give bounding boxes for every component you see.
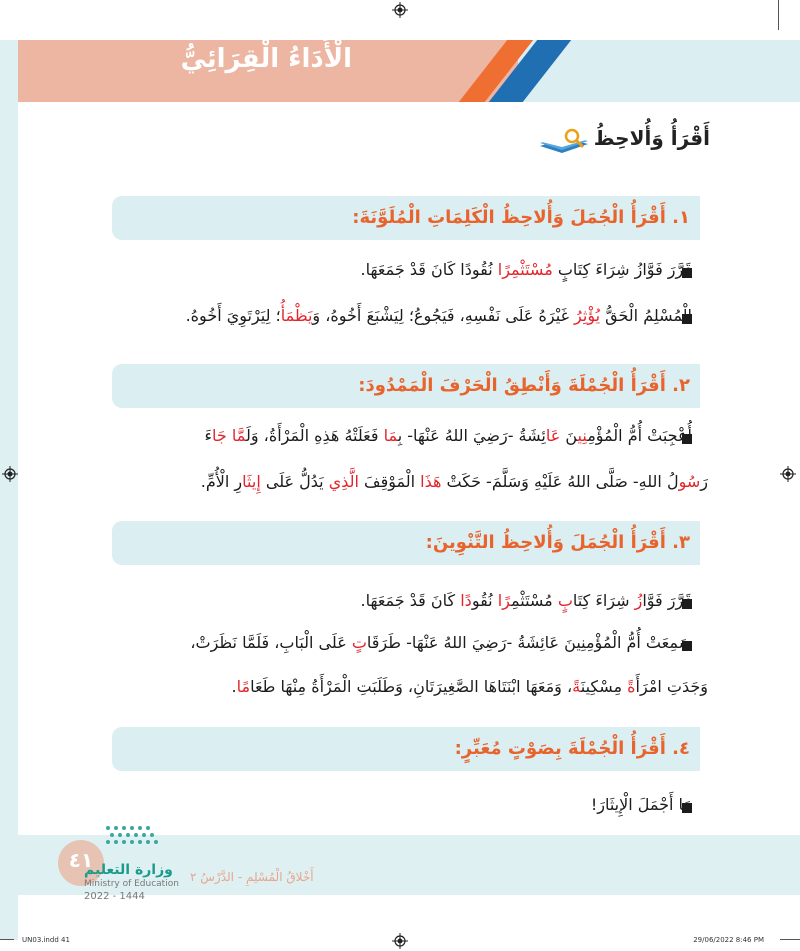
sentence-text: نَ (560, 426, 578, 445)
sentence-text: فَعَلَتْهُ هَذِهِ الْمَرْأَةُ، وَلَ (245, 426, 384, 445)
highlighted-text: بٍ (557, 591, 573, 610)
sentence-text: قَرَّرَ فَوَّا (642, 591, 692, 610)
highlighted-text: دًا (460, 591, 472, 610)
highlighted-text: الَّذِي (328, 472, 359, 491)
sentence-line (360, 591, 692, 610)
sentence-text: ، وَمَعَهَا ابْنَتَاهَا الصَّغِيرَتَانِ، وَطَلَبَتِ الْمَرْأَةُ مِنْهَا طَعَا (250, 677, 573, 696)
highlighted-text: ةً (572, 677, 581, 696)
highlighted-text: تٍ (351, 633, 367, 652)
highlighted-text: نِي (577, 426, 588, 445)
sentence-text: رِ الْأُمِّ. (200, 472, 243, 491)
sentence-text: مَا أَجْمَلَ الْإِيثَارَ! (590, 795, 692, 814)
print-file-name: UN03.indd 41 (22, 936, 70, 944)
crop-mark (780, 939, 800, 940)
sentence-text: وَجَدَتِ امْرَأَ (635, 677, 708, 696)
section-1-title: ١. أَقْرَأُ الْجُمَلَ وَأُلاحِظُ الْكَلِمَاتِ الْمُلَوَّنَةَ: (352, 207, 690, 228)
sentence-line (204, 426, 692, 445)
header-band (18, 40, 800, 102)
highlighted-text: هَذَا (420, 472, 442, 491)
sentence-text: مُسْتَثْمِ (511, 591, 558, 610)
registration-mark-icon (392, 933, 408, 949)
sentence-line (232, 677, 708, 696)
page-title: الْأَدَاءُ الْقِرَائِيُّ (180, 44, 352, 74)
page-number: ٤١ (68, 848, 94, 872)
registration-mark-icon (2, 466, 18, 482)
highlighted-text: ةً (627, 677, 636, 696)
read-observe-label: أَقْرَأُ وَأُلاحِظُ (593, 126, 710, 150)
highlighted-text: جَا (212, 426, 227, 445)
print-date: 29/06/2022 8:46 PM (693, 936, 764, 944)
lesson-label: أَخْلاقُ الْمُسْلِمِ - الدَّرْسُ ٢ (190, 870, 314, 884)
sentence-text: ءَ (204, 426, 212, 445)
ministry-logo-dots (102, 822, 166, 846)
sentence-text: يَدُلُّ عَلَى (260, 472, 329, 491)
sentence-text: الْمُسْلِمُ الْحَقُّ (600, 306, 692, 325)
highlighted-text: إِيثَا (242, 472, 261, 491)
sentence-text: كَانَ قَدْ جَمَعَهَا. (360, 591, 461, 610)
edition-year: 2022 - 1444 (84, 891, 145, 902)
highlighted-text: مًا (236, 677, 251, 696)
sentence-line (186, 306, 692, 325)
sentence-text: قَرَّرَ فَوَّازُ شِرَاءَ كِتَابٍ (552, 260, 692, 279)
sentence-text: عَلَى الْبَابِ، فَلَمَّا نَظَرَتْ، (190, 633, 352, 652)
section-4-title: ٤. أَقْرَأُ الْجُمْلَةَ بِصَوْتٍ مُعَبِّرٍ: (454, 738, 690, 759)
sentence-text: ؛ لِيَرْتَوِيَ أَخُوهُ. (185, 306, 281, 325)
ministry-name-arabic: وزارة التعليم (84, 862, 173, 878)
sentence-text: رَ (700, 472, 708, 491)
sentence-line (190, 633, 692, 652)
sentence-text: مِسْكِينَ (580, 677, 628, 696)
highlighted-text: مَّا (231, 426, 246, 445)
sentence-text: سَمِعَتْ أُمُّ الْمُؤْمِنِينَ عَائِشَةُ -رَضِيَ اللهُ عَنْهَا- طَرَقَا (366, 633, 692, 652)
registration-mark-icon (392, 2, 408, 18)
sentence-text: . (231, 677, 237, 696)
registration-mark-icon (780, 466, 796, 482)
sentence-text: غَيْرَهُ عَلَى نَفْسِهِ، فَيَجُوعُ؛ لِيَشْبَعَ أَخُوهُ، وَ (312, 306, 575, 325)
highlighted-text: يُؤْثِرُ (574, 306, 601, 325)
highlighted-text: سُو (678, 472, 701, 491)
ministry-name-english: Ministry of Education (84, 879, 179, 889)
sentence-line (591, 795, 692, 814)
section-2-title: ٢. أَقْرَأُ الْجُمْلَةَ وَأَنْطِقُ الْحَرْفَ الْمَمْدُودَ: (358, 375, 690, 396)
highlighted-text: زُ (634, 591, 643, 610)
sentence-text: نُقُو (471, 591, 498, 610)
crop-mark (0, 939, 14, 940)
sentence-text: ئِشَةُ -رَضِيَ اللهُ عَنْهَا- بِ (397, 426, 546, 445)
sentence-text: شِرَاءَ كِتَا (572, 591, 635, 610)
section-3-title: ٣. أَقْرَأُ الْجُمَلَ وَأُلاحِظُ التَّنْوِينَ: (425, 532, 690, 553)
side-strip (0, 40, 18, 940)
sentence-text: الْمَوْقِفَ (358, 472, 421, 491)
highlighted-text: رًا (497, 591, 511, 610)
sentence-text: نُقُودًا كَانَ قَدْ جَمَعَهَا. (360, 260, 498, 279)
highlighted-text: مَا (383, 426, 398, 445)
sentence-text: أُعْجِبَتْ أُمُّ الْمُؤْمِ (587, 426, 692, 445)
highlighted-text: مُسْتَثْمِرًا (497, 260, 553, 279)
highlighted-text: يَظْمَأُ (280, 306, 313, 325)
book-magnifier-icon (538, 128, 590, 154)
crop-mark (778, 0, 779, 30)
sentence-line (201, 472, 708, 491)
sentence-text: لُ اللهِ- صَلَّى اللهُ عَلَيْهِ وَسَلَّمَ- حَكَتْ (441, 472, 679, 491)
sentence-line (361, 260, 692, 279)
highlighted-text: عَا (545, 426, 561, 445)
